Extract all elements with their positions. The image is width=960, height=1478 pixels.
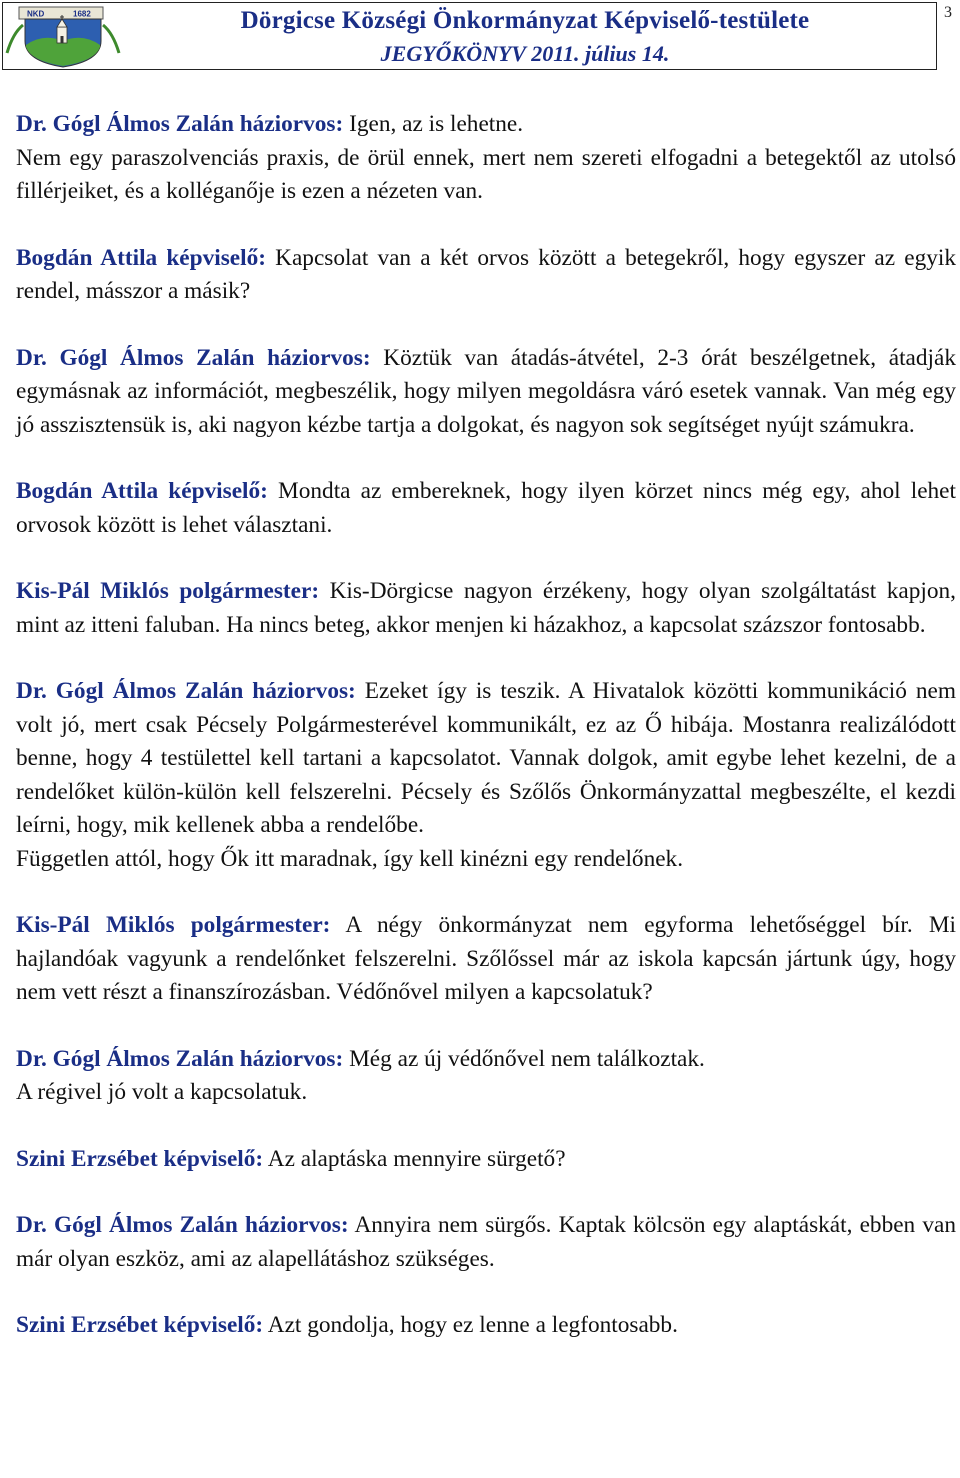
coat-of-arms-logo [3,3,123,69]
paragraph [16,675,956,843]
paragraph [16,242,956,309]
svg-text:1682: 1682 [73,9,91,19]
paragraph [16,1209,956,1276]
paragraph-text: Kapcsolat van a két orvos között a betegekről, hogy egyszer az egyik rendel, másszor a másik? [16,244,956,304]
coat-of-arms-icon [3,3,123,69]
svg-text:NKD: NKD [27,9,45,19]
paragraph-text: Ezeket így is teszik. A Hivatalok közötti kommunikáció nem volt jó, mert csak Pécsely Polgármesterével kommunikált, ez az Ő hibája. Mostanra realizálódott benne, hogy 4 testülettel kell tartani a kapcsolatot. Vannak dolgok, amit egybe lehet kezelni, de a rendelőket külön-külön kell felszerelni. Pécsely és Szőlős Önkormányzattal megbeszélte, el kezdi leírni, hogy, mik kellenek abba a rendelőbe. [16,678,956,838]
paragraph [16,575,956,642]
paragraph-text: Mondta az embereknek, hogy ilyen körzet nincs még egy, ahol lehet orvosok között is lehet választani. [16,478,956,538]
paragraph [16,475,956,542]
paragraph-text: Annyira nem sürgős. Kaptak kölcsön egy alaptáskát, ebben van már olyan eszköz, ami az alapellátáshoz szükséges. [16,1212,956,1272]
paragraph [16,1076,956,1110]
paragraph [16,108,956,142]
speaker-label: Bogdán Attila képviselő: [16,478,268,504]
paragraph-text: Igen, az is lehetne. [343,111,524,137]
speaker-label: Kis-Pál Miklós polgármester: [16,912,331,938]
speaker-label: Dr. Gógl Álmos Zalán háziorvos: [16,1212,349,1238]
paragraph [16,1043,956,1077]
council-title: Dörgicse Községi Önkormányzat Képviselő-testülete [240,7,810,34]
paragraph [16,843,956,877]
paragraph [16,909,956,1010]
speaker-label: Dr. Gógl Álmos Zalán háziorvos: [16,344,371,371]
page-number: 3 [944,4,952,21]
speaker-label: Bogdán Attila képviselő: [16,244,266,271]
paragraph [16,342,956,443]
paragraph [16,142,956,209]
speaker-label: Kis-Pál Miklós polgármester: [16,578,320,604]
speaker-label: Dr. Gógl Álmos Zalán háziorvos: [16,678,356,704]
speaker-label: Szini Erzsébet képviselő: [16,1145,264,1172]
paragraph-text: Kis-Dörgicse nagyon érzékeny, hogy olyan szolgáltatást kapjon, mint az itteni faluban. Ha nincs beteg, akkor menjen ki házakhoz, a kapcsolat százszor fontosabb. [16,578,956,638]
paragraph-text: Még az új védőnővel nem találkoztak. [343,1045,705,1072]
speaker-label: Szini Erzsébet képviselő: [16,1312,264,1338]
paragraph [16,1143,956,1177]
minutes-date-subtitle: JEGYŐKÖNYV 2011. július 14. [380,41,670,66]
speaker-label: Dr. Gógl Álmos Zalán háziorvos: [16,1045,344,1072]
document-header [2,2,937,70]
paragraph [16,1309,956,1343]
paragraph-text: Független attól, hogy Ők itt maradnak, így kell kinézni egy rendelőnek. [16,845,684,872]
paragraph-text: A négy önkormányzat nem egyforma lehetőséggel bír. Mi hajlandóak vagyunk a rendelőnket felszerelni. Szőlőssel már az iskola kapcsán jártunk úgy, hogy nem vett részt a finanszírozásban. Védőnővel milyen a kapcsolatuk? [16,912,956,1005]
paragraph-text: Nem egy paraszolvenciás praxis, de örül ennek, mert nem szereti elfogadni a betegektől az utolsó fillérjeiket, és a kolléganője is ezen a nézeten van. [16,144,956,204]
minutes-body [16,108,956,1343]
paragraph-text: Azt gondolja, hogy ez lenne a legfontosabb. [263,1312,678,1338]
paragraph-text: Köztük van átadás-átvétel, 2-3 órát beszélgetnek, átadják egymásnak az információt, megbeszélik, hogy milyen megoldásra váró esetek vannak. Van még egy jó asszisztensük is, aki nagyon kézbe tartja a dolgokat, és nagyon sok segítséget nyújt számukra. [16,344,957,438]
speaker-label: Dr. Gógl Álmos Zalán háziorvos: [16,111,344,137]
paragraph-text: A régivel jó volt a kapcsolatuk. [16,1079,308,1105]
paragraph-text: Az alaptáska mennyire sürgető? [263,1145,566,1172]
